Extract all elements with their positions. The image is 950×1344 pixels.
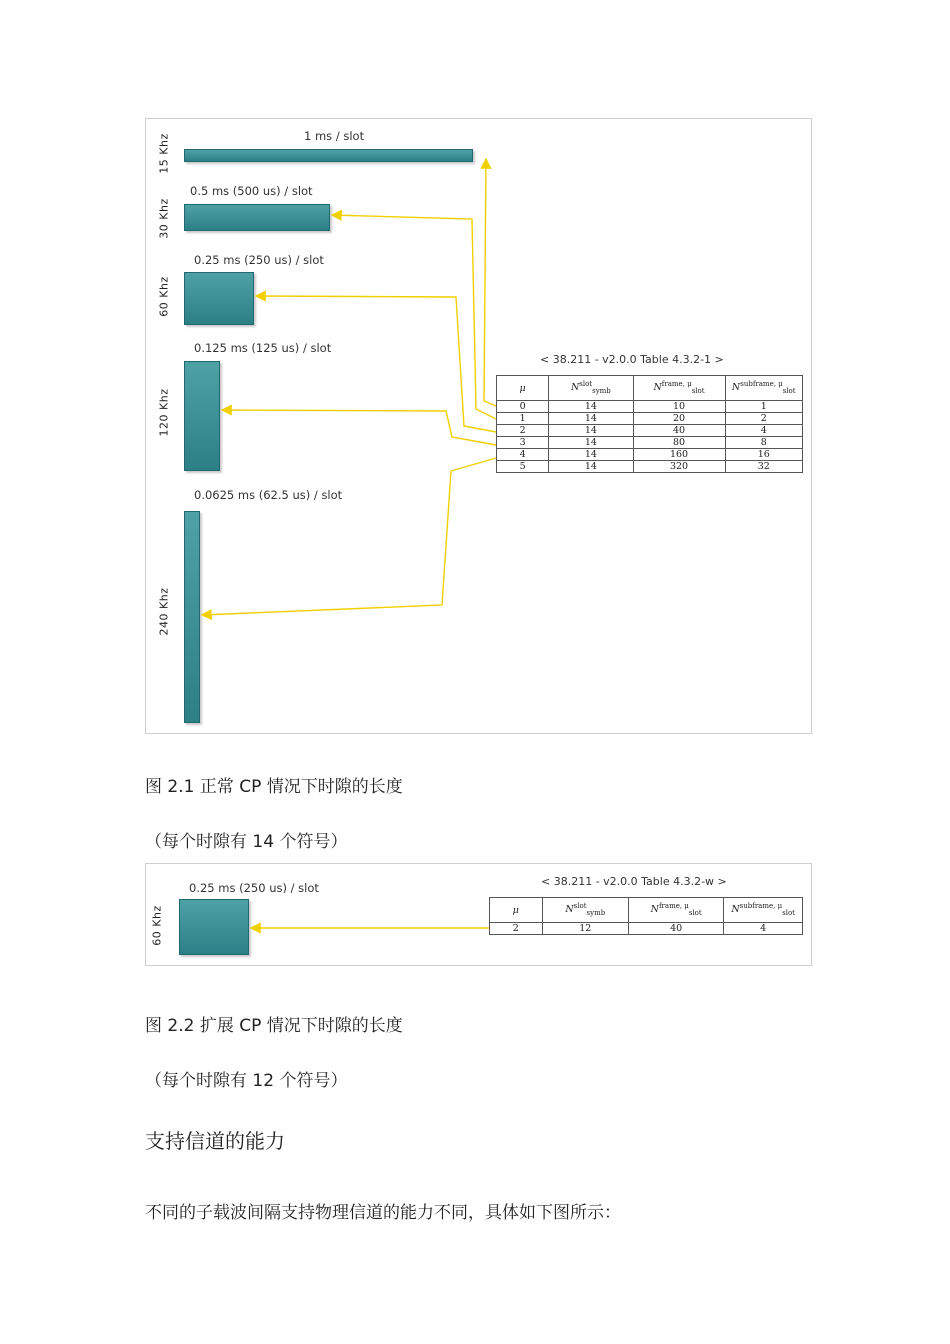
figure-note-2: （每个时隙有 12 个符号） xyxy=(145,1071,348,1091)
slot-label-240khz: 0.0625 ms (62.5 us) / slot xyxy=(194,488,343,502)
figure-extended-cp xyxy=(145,863,812,966)
table-row: 2 14 40 4 xyxy=(497,425,803,437)
scs-label-240khz: 240 Khz xyxy=(157,587,171,636)
table-row: 5 14 320 32 xyxy=(497,461,803,473)
scs-label-30khz: 30 Khz xyxy=(157,198,171,239)
table-header-row xyxy=(497,376,803,401)
slot-label-120khz: 0.125 ms (125 us) / slot xyxy=(194,341,332,355)
figure-caption-2: 图 2.2 扩展 CP 情况下时隙的长度 xyxy=(145,1016,403,1036)
table-row: 2 12 40 4 xyxy=(490,923,803,935)
body-paragraph: 不同的子载波间隔支持物理信道的能力不同，具体如下图所示： xyxy=(145,1203,621,1223)
scs-label-60khz: 60 Khz xyxy=(157,276,171,317)
slot-label-60khz: 0.25 ms (250 us) / slot xyxy=(189,881,319,895)
table-row: 4 14 160 16 xyxy=(497,449,803,461)
scs-label-15khz: 15 Khz xyxy=(157,133,171,174)
figure-normal-cp xyxy=(145,118,812,734)
slot-label-15khz: 1 ms / slot xyxy=(304,129,365,143)
header-symbols-per-slot: $N^{slot}_{symb}$ xyxy=(549,376,633,401)
header-slots-per-frame: $N^{frame, \mu}_{slot}$ xyxy=(629,898,724,923)
table-row: 3 14 80 8 xyxy=(497,437,803,449)
slot-label-30khz: 0.5 ms (500 us) / slot xyxy=(190,184,313,198)
header-mu: μ xyxy=(490,898,543,923)
slot-label-60khz: 0.25 ms (250 us) / slot xyxy=(194,253,324,267)
header-slots-per-frame: $N^{frame, \mu}_{slot}$ xyxy=(633,376,725,401)
section-heading: 支持信道的能力 xyxy=(145,1129,285,1153)
numerology-table xyxy=(496,375,803,473)
header-mu: μ xyxy=(497,376,549,401)
header-symbols-per-slot: $N^{slot}_{symb}$ xyxy=(542,898,629,923)
header-slots-per-subframe: $N^{subframe, \mu}_{slot}$ xyxy=(725,376,802,401)
figure-caption-1: 图 2.1 正常 CP 情况下时隙的长度 xyxy=(145,777,403,797)
table-row: 1 14 20 2 xyxy=(497,413,803,425)
table-header-row xyxy=(490,898,803,923)
extended-cp-table xyxy=(489,897,803,935)
table-caption: < 38.211 - v2.0.0 Table 4.3.2-1 > xyxy=(540,353,724,366)
scs-label-120khz: 120 Khz xyxy=(157,388,171,437)
header-slots-per-subframe: $N^{subframe, \mu}_{slot}$ xyxy=(724,898,803,923)
figure-note-1: （每个时隙有 14 个符号） xyxy=(145,832,348,852)
table-caption: < 38.211 - v2.0.0 Table 4.3.2-w > xyxy=(541,875,727,888)
table-row: 0 14 10 1 xyxy=(497,401,803,413)
scs-label-60khz: 60 Khz xyxy=(150,905,164,946)
